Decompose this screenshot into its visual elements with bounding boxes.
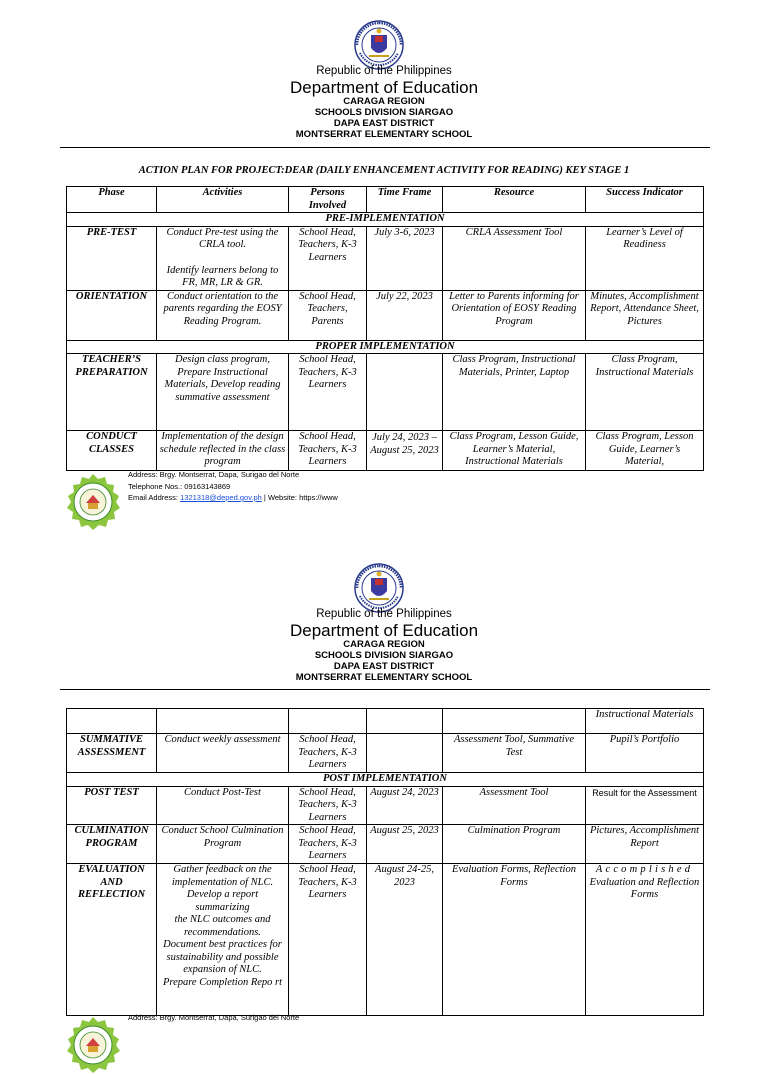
persons-cell: School Head, Teachers, K-3 Learners [289, 864, 367, 1016]
phase-cell: EVALUATION AND REFLECTION [67, 864, 157, 1016]
activity-cell [157, 864, 289, 1016]
resource-cell: Assessment Tool, Summative Test [443, 734, 586, 773]
phase-cell: POST TEST [67, 786, 157, 825]
department-title: Department of Education [289, 78, 479, 97]
footer-email-link[interactable]: 1321318@deped.gov.ph [180, 493, 262, 502]
school-logo-icon [64, 473, 122, 531]
timeframe-cell: July 3-6, 2023 [367, 226, 443, 290]
indicator-cell: Class Program, Instructional Materials [586, 354, 704, 431]
timeframe-cell: August 25, 2023 [367, 825, 443, 864]
department-title: Department of Education [289, 621, 479, 640]
page-footer [64, 469, 464, 529]
action-plan-table-continued [66, 708, 704, 1016]
table-row [67, 226, 704, 290]
division-label: SCHOOLS DIVISION SIARGAO [314, 650, 454, 661]
persons-cell: School Head, Teachers, K-3 Learners [289, 226, 367, 290]
timeframe-cell: July 22, 2023 [367, 290, 443, 340]
footer-address: Address: Brgy. Montserrat, Dapa, Surigao del Norte [128, 470, 300, 479]
activity-cell: Conduct Post-Test [157, 786, 289, 825]
activity-cell: Conduct weekly assessment [157, 734, 289, 773]
footer-telephone: Telephone Nos.: 09163143869 [128, 481, 231, 491]
section-label: PROPER IMPLEMENTATION [67, 340, 704, 354]
deped-seal-icon [354, 563, 404, 613]
table-row [67, 431, 704, 471]
timeframe-cell [367, 354, 443, 431]
header-divider [60, 689, 710, 690]
resource-text: Class Program, Lesson Guide, Learner’s Material, Instructional Materials [449, 431, 579, 467]
footer-website: | Website: https://www [261, 493, 338, 502]
table-row [67, 864, 704, 1016]
activity-line: Gather feedback on the implementation of NLC. [171, 864, 274, 888]
resource-cell: Class Program, Instructional Materials, Printer, Laptop [443, 354, 586, 431]
table-row [67, 734, 704, 773]
section-label: PRE-IMPLEMENTATION [67, 213, 704, 227]
section-row [67, 213, 704, 227]
activity-cell: Design class program, Prepare Instructional Materials, Develop reading summative assessment [157, 354, 289, 431]
indicator-line: Accomplished [595, 864, 694, 875]
district-label: DAPA EAST DISTRICT [333, 118, 435, 129]
action-plan-table [66, 186, 704, 471]
document-title: ACTION PLAN FOR PROJECT:DEAR (DAILY ENHANCEMENT ACTIVITY FOR READING) KEY STAGE 1 [138, 165, 630, 176]
activity-line: Prepare Completion Repo rt [162, 976, 283, 988]
footer-email-label: Email Address: [128, 493, 181, 502]
activity-cell: Conduct orientation to the parents regarding the EOSY Reading Program. [157, 290, 289, 340]
activity-line: Conduct Pre-test using the CRLA tool. [166, 226, 279, 250]
school-logo-icon [64, 1016, 122, 1074]
footer-address: Address: Brgy. Montserrat, Dapa, Surigao del Norte [128, 1013, 300, 1022]
phase-cell: CULMINATION PROGRAM [67, 825, 157, 864]
indicator-cell: Result for the Assessment [586, 786, 704, 825]
timeframe-cell [367, 431, 443, 471]
district-label: DAPA EAST DISTRICT [333, 661, 435, 672]
indicator-cell: Pictures, Accomplishment Report [586, 825, 704, 864]
footer-contact [128, 469, 338, 504]
phase-cell: CONDUCT CLASSES [67, 431, 157, 471]
section-row [67, 340, 704, 354]
resource-cell [443, 431, 586, 471]
resource-cell: CRLA Assessment Tool [443, 226, 586, 290]
indicator-cell: Instructional Materials [586, 709, 704, 734]
timeframe-cell: August 24-25, 2023 [367, 864, 443, 1016]
persons-cell: School Head, Teachers, K-3 Learners [289, 431, 367, 471]
region-label: CARAGA REGION [343, 96, 425, 107]
activity-line: expansion of NLC. [183, 964, 262, 975]
phase-cell: ORIENTATION [67, 290, 157, 340]
activity-cell: Implementation of the design schedule reflected in the class program [157, 431, 289, 471]
header-divider [60, 147, 710, 148]
indicator-cell: Learner’s Level of Readiness [586, 226, 704, 290]
republic-label: Republic of the Philippines [316, 608, 452, 620]
persons-cell: School Head, Teachers, K-3 Learners [289, 825, 367, 864]
section-label: POST IMPLEMENTATION [67, 773, 704, 787]
footer-contact [128, 1012, 299, 1024]
table-row-continued [67, 709, 704, 734]
persons-cell: School Head, Teachers, K-3 Learners [289, 354, 367, 431]
division-label: SCHOOLS DIVISION SIARGAO [314, 107, 454, 118]
resource-cell: Culmination Program [443, 825, 586, 864]
indicator-line: Evaluation and Reflection Forms [589, 876, 700, 900]
region-label: CARAGA REGION [343, 639, 425, 650]
school-label: MONTSERRAT ELEMENTARY SCHOOL [295, 129, 473, 140]
activity-cell [157, 226, 289, 290]
indicator-cell: Minutes, Accomplishment Report, Attendance Sheet, Pictures [586, 290, 704, 340]
republic-label: Republic of the Philippines [316, 65, 452, 77]
activity-line: the NLC outcomes and recommendations. [174, 914, 271, 938]
timeframe-cell [367, 734, 443, 773]
indicator-cell: Pupil’s Portfolio [586, 734, 704, 773]
column-header: Activities [157, 187, 289, 213]
resource-cell: Assessment Tool [443, 786, 586, 825]
table-header-row [67, 187, 704, 213]
table-row [67, 354, 704, 431]
phase-cell: PRE-TEST [67, 226, 157, 290]
activity-line: Document best practices for sustainability and possible [163, 939, 282, 963]
indicator-cell [586, 864, 704, 1016]
school-label: MONTSERRAT ELEMENTARY SCHOOL [295, 672, 473, 683]
activity-line: Identify learners belong to FR, MR, LR & GR. [166, 264, 279, 288]
page-footer [64, 1012, 464, 1072]
persons-cell: School Head, Teachers, K-3 Learners [289, 786, 367, 825]
column-header: Phase [67, 187, 157, 213]
column-header: Success Indicator [586, 187, 704, 213]
phase-cell: TEACHER’S PREPARATION [67, 354, 157, 431]
indicator-cell: Class Program, Lesson Guide, Learner’s Material, [586, 431, 704, 471]
table-row [67, 786, 704, 825]
footer-email-line [128, 492, 338, 504]
resource-cell: Letter to Parents informing for Orientation of EOSY Reading Program [443, 290, 586, 340]
deped-seal-icon [354, 20, 404, 70]
section-row [67, 773, 704, 787]
phase-cell: SUMMATIVE ASSESSMENT [67, 734, 157, 773]
column-header: Persons Involved [289, 187, 367, 213]
timeframe-text: July 24, 2023 – August 25, 2023 [370, 432, 439, 456]
table-row [67, 825, 704, 864]
column-header: Resource [443, 187, 586, 213]
activity-cell: Conduct School Culmination Program [157, 825, 289, 864]
persons-cell: School Head, Teachers, Parents [289, 290, 367, 340]
activity-line: Develop a report summarizing [186, 889, 259, 913]
persons-cell: School Head, Teachers, K-3 Learners [289, 734, 367, 773]
table-row [67, 290, 704, 340]
timeframe-cell: August 24, 2023 [367, 786, 443, 825]
document-page-2 [0, 543, 768, 1024]
resource-cell: Evaluation Forms, Reflection Forms [443, 864, 586, 1016]
column-header: Time Frame [367, 187, 443, 213]
